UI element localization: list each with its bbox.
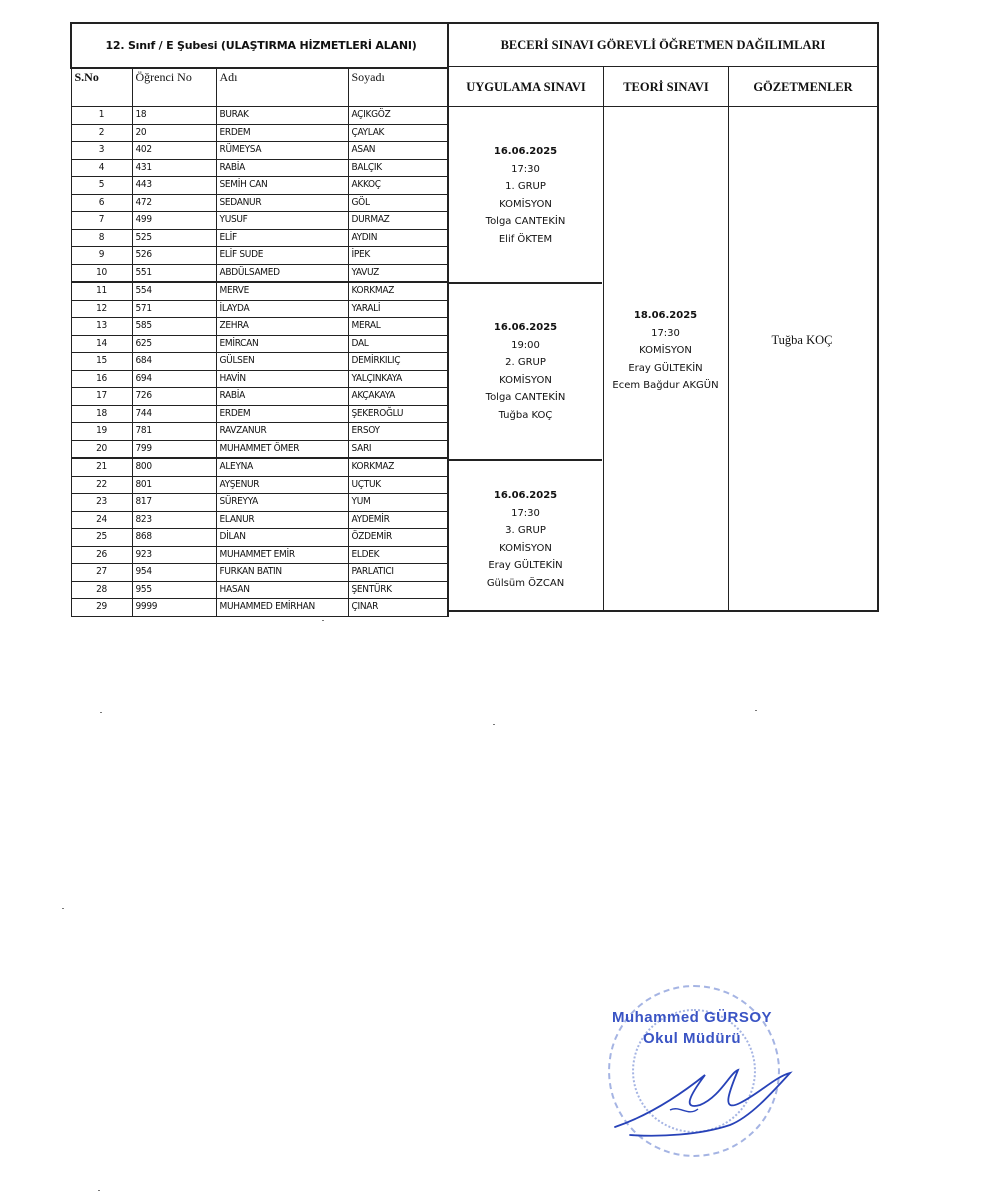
table-row	[71, 405, 448, 423]
uygulama-column	[449, 107, 604, 610]
student-first-name: ERDEM	[216, 405, 348, 423]
student-first-name: ZEHRA	[216, 318, 348, 336]
student-surname: DURMAZ	[348, 212, 448, 230]
student-sno: 25	[71, 529, 132, 547]
student-first-name: ELİF	[216, 229, 348, 247]
scan-speck	[100, 712, 102, 713]
table-row	[71, 159, 448, 177]
student-number: 571	[132, 300, 216, 318]
student-sno: 24	[71, 511, 132, 529]
student-surname: ELDEK	[348, 546, 448, 564]
table-row	[71, 423, 448, 441]
student-surname: GÖL	[348, 194, 448, 212]
student-first-name: SEDANUR	[216, 194, 348, 212]
teori-block	[604, 307, 727, 395]
student-surname: AYDEMİR	[348, 511, 448, 529]
student-first-name: RÜMEYSA	[216, 142, 348, 160]
signer-title: Okul Müdürü	[643, 1030, 741, 1047]
student-sno: 18	[71, 405, 132, 423]
uygulama-group-3	[449, 461, 602, 610]
student-first-name: EMİRCAN	[216, 335, 348, 353]
student-surname: BALÇIK	[348, 159, 448, 177]
header-gozetmenler: GÖZETMENLER	[729, 67, 877, 107]
scan-speck	[493, 724, 495, 725]
table-row	[71, 370, 448, 388]
student-first-name: RABİA	[216, 159, 348, 177]
table-row	[71, 142, 448, 160]
scan-speck	[98, 1190, 100, 1191]
student-first-name: RAVZANUR	[216, 423, 348, 441]
student-surname: SARI	[348, 440, 448, 458]
student-sno: 20	[71, 440, 132, 458]
student-first-name: ELANUR	[216, 511, 348, 529]
student-surname: UÇTUK	[348, 476, 448, 494]
student-surname: YUM	[348, 494, 448, 512]
table-row	[71, 124, 448, 142]
table-row	[71, 458, 448, 476]
table-row	[71, 212, 448, 230]
student-number: 431	[132, 159, 216, 177]
table-row	[71, 282, 448, 300]
student-number: 18	[132, 107, 216, 125]
table-row	[71, 511, 448, 529]
student-surname: AKÇAKAYA	[348, 388, 448, 406]
student-surname: ÇINAR	[348, 599, 448, 617]
student-number: 20	[132, 124, 216, 142]
col-header-sno: S.No	[71, 68, 132, 107]
student-surname: DAL	[348, 335, 448, 353]
table-row	[71, 440, 448, 458]
uygulama-group-1	[449, 107, 602, 284]
gozetmen-name: Tuğba KOÇ	[771, 333, 833, 347]
student-first-name: DİLAN	[216, 529, 348, 547]
exam-title: BECERİ SINAVI GÖREVLİ ÖĞRETMEN DAĞILIMLARI	[449, 24, 877, 67]
student-sno: 13	[71, 318, 132, 336]
student-number: 955	[132, 581, 216, 599]
student-sno: 2	[71, 124, 132, 142]
table-row	[71, 599, 448, 617]
student-surname: ŞEKEROĞLU	[348, 405, 448, 423]
student-sno: 7	[71, 212, 132, 230]
student-surname: ÇAYLAK	[348, 124, 448, 142]
student-first-name: BURAK	[216, 107, 348, 125]
student-surname: YARALİ	[348, 300, 448, 318]
student-number: 551	[132, 264, 216, 282]
student-first-name: ALEYNA	[216, 458, 348, 476]
group-member: Tuğba KOÇ	[498, 409, 553, 421]
student-number: 554	[132, 282, 216, 300]
principal-signature-stamp	[580, 985, 795, 1160]
student-first-name: ELİF SUDE	[216, 247, 348, 265]
group-commission: KOMİSYON	[499, 198, 552, 210]
table-row	[71, 229, 448, 247]
student-number: 625	[132, 335, 216, 353]
student-sno: 21	[71, 458, 132, 476]
student-first-name: MUHAMMET ÖMER	[216, 440, 348, 458]
student-first-name: GÜLSEN	[216, 353, 348, 371]
student-sno: 27	[71, 564, 132, 582]
student-surname: YALÇINKAYA	[348, 370, 448, 388]
student-number: 954	[132, 564, 216, 582]
teori-date: 18.06.2025	[633, 310, 698, 321]
table-row	[71, 564, 448, 582]
group-member: Gülsüm ÖZCAN	[486, 577, 565, 589]
table-row	[71, 529, 448, 547]
group-label: 1. GRUP	[505, 181, 546, 192]
teori-time: 17:30	[651, 327, 680, 339]
student-number: 923	[132, 546, 216, 564]
group-time: 19:00	[511, 339, 540, 351]
student-number: 800	[132, 458, 216, 476]
table-row	[71, 194, 448, 212]
student-number: 726	[132, 388, 216, 406]
scan-speck	[322, 620, 324, 621]
teori-column	[604, 107, 729, 610]
student-first-name: MERVE	[216, 282, 348, 300]
student-first-name: ERDEM	[216, 124, 348, 142]
header-teori: TEORİ SINAVI	[604, 67, 729, 107]
group-commission: KOMİSYON	[499, 542, 552, 554]
table-row	[71, 300, 448, 318]
student-sno: 19	[71, 423, 132, 441]
group-member: Elif ÖKTEM	[498, 233, 553, 245]
student-first-name: YUSUF	[216, 212, 348, 230]
student-rows	[71, 107, 448, 617]
student-surname: ASAN	[348, 142, 448, 160]
student-first-name: İLAYDA	[216, 300, 348, 318]
student-sno: 1	[71, 107, 132, 125]
student-number: 799	[132, 440, 216, 458]
student-surname: AYDIN	[348, 229, 448, 247]
teori-member: Ecem Bağdur AKGÜN	[612, 380, 719, 391]
table-row	[71, 476, 448, 494]
student-number: 868	[132, 529, 216, 547]
table-row	[71, 318, 448, 336]
student-first-name: HASAN	[216, 581, 348, 599]
student-sno: 9	[71, 247, 132, 265]
student-sno: 23	[71, 494, 132, 512]
student-number: 499	[132, 212, 216, 230]
table-row	[71, 177, 448, 195]
scan-speck	[755, 710, 757, 711]
group-date: 16.06.2025	[493, 146, 558, 157]
student-number: 781	[132, 423, 216, 441]
student-number: 694	[132, 370, 216, 388]
student-surname: MERAL	[348, 318, 448, 336]
student-sno: 6	[71, 194, 132, 212]
group-date: 16.06.2025	[493, 490, 558, 501]
student-sno: 26	[71, 546, 132, 564]
scan-speck	[62, 908, 64, 909]
student-number: 817	[132, 494, 216, 512]
student-surname: KORKMAZ	[348, 458, 448, 476]
col-header-name: Adı	[216, 68, 348, 107]
student-number: 443	[132, 177, 216, 195]
student-sno: 29	[71, 599, 132, 617]
table-row	[71, 247, 448, 265]
signer-name: Muhammed GÜRSOY	[611, 1009, 773, 1026]
student-surname: KORKMAZ	[348, 282, 448, 300]
student-surname: AKKOÇ	[348, 177, 448, 195]
exam-assignment-panel	[447, 22, 879, 612]
table-row	[71, 353, 448, 371]
group-member: Eray GÜLTEKİN	[488, 560, 563, 571]
group-commission: KOMİSYON	[499, 374, 552, 386]
table-row	[71, 494, 448, 512]
student-surname: ÖZDEMİR	[348, 529, 448, 547]
student-sno: 5	[71, 177, 132, 195]
student-sno: 11	[71, 282, 132, 300]
student-surname: DEMİRKILIÇ	[348, 353, 448, 371]
table-row	[71, 107, 448, 125]
student-sno: 8	[71, 229, 132, 247]
student-surname: ERSOY	[348, 423, 448, 441]
group-date: 16.06.2025	[493, 322, 558, 333]
student-surname: ŞENTÜRK	[348, 581, 448, 599]
student-number: 823	[132, 511, 216, 529]
col-header-student-no: Öğrenci No	[132, 68, 216, 107]
student-number: 744	[132, 405, 216, 423]
student-number: 526	[132, 247, 216, 265]
student-table	[70, 22, 449, 617]
table-row	[71, 546, 448, 564]
table-row	[71, 335, 448, 353]
group-label: 2. GRUP	[505, 357, 546, 368]
student-sno: 3	[71, 142, 132, 160]
student-number: 472	[132, 194, 216, 212]
group-time: 17:30	[511, 507, 540, 519]
col-header-surname: Soyadı	[348, 68, 448, 107]
student-sno: 22	[71, 476, 132, 494]
student-sno: 10	[71, 264, 132, 282]
student-first-name: RABİA	[216, 388, 348, 406]
student-sno: 12	[71, 300, 132, 318]
teori-commission: KOMİSYON	[639, 345, 692, 356]
student-first-name: MUHAMMET EMİR	[216, 546, 348, 564]
student-sno: 28	[71, 581, 132, 599]
student-number: 525	[132, 229, 216, 247]
group-label: 3. GRUP	[505, 525, 546, 536]
student-first-name: SÜREYYA	[216, 494, 348, 512]
teori-member: Eray GÜLTEKİN	[628, 362, 703, 374]
student-sno: 17	[71, 388, 132, 406]
table-row	[71, 581, 448, 599]
student-first-name: AYŞENUR	[216, 476, 348, 494]
student-first-name: FURKAN BATIN	[216, 564, 348, 582]
student-sno: 16	[71, 370, 132, 388]
table-row	[71, 264, 448, 282]
student-number: 801	[132, 476, 216, 494]
uygulama-group-2	[449, 284, 602, 461]
header-uygulama: UYGULAMA SINAVI	[449, 67, 604, 107]
student-number: 585	[132, 318, 216, 336]
student-first-name: SEMİH CAN	[216, 177, 348, 195]
handwritten-signature	[610, 1065, 800, 1145]
student-number: 402	[132, 142, 216, 160]
table-row	[71, 388, 448, 406]
student-surname: PARLATICI	[348, 564, 448, 582]
student-sno: 14	[71, 335, 132, 353]
student-sno: 4	[71, 159, 132, 177]
student-surname: AÇIKGÖZ	[348, 107, 448, 125]
group-time: 17:30	[511, 163, 540, 175]
student-surname: YAVUZ	[348, 264, 448, 282]
class-title: 12. Sınıf / E Şubesi (ULAŞTIRMA HİZMETLERİ ALANI)	[71, 23, 448, 68]
group-member: Tolga CANTEKİN	[485, 392, 566, 403]
student-first-name: ABDÜLSAMED	[216, 264, 348, 282]
student-sno: 15	[71, 353, 132, 371]
group-member: Tolga CANTEKİN	[485, 216, 566, 227]
student-surname: İPEK	[348, 247, 448, 265]
student-first-name: MUHAMMED EMİRHAN	[216, 599, 348, 617]
student-number: 9999	[132, 599, 216, 617]
student-first-name: HAVİN	[216, 370, 348, 388]
gozetmen-column	[729, 107, 877, 610]
student-number: 684	[132, 353, 216, 371]
